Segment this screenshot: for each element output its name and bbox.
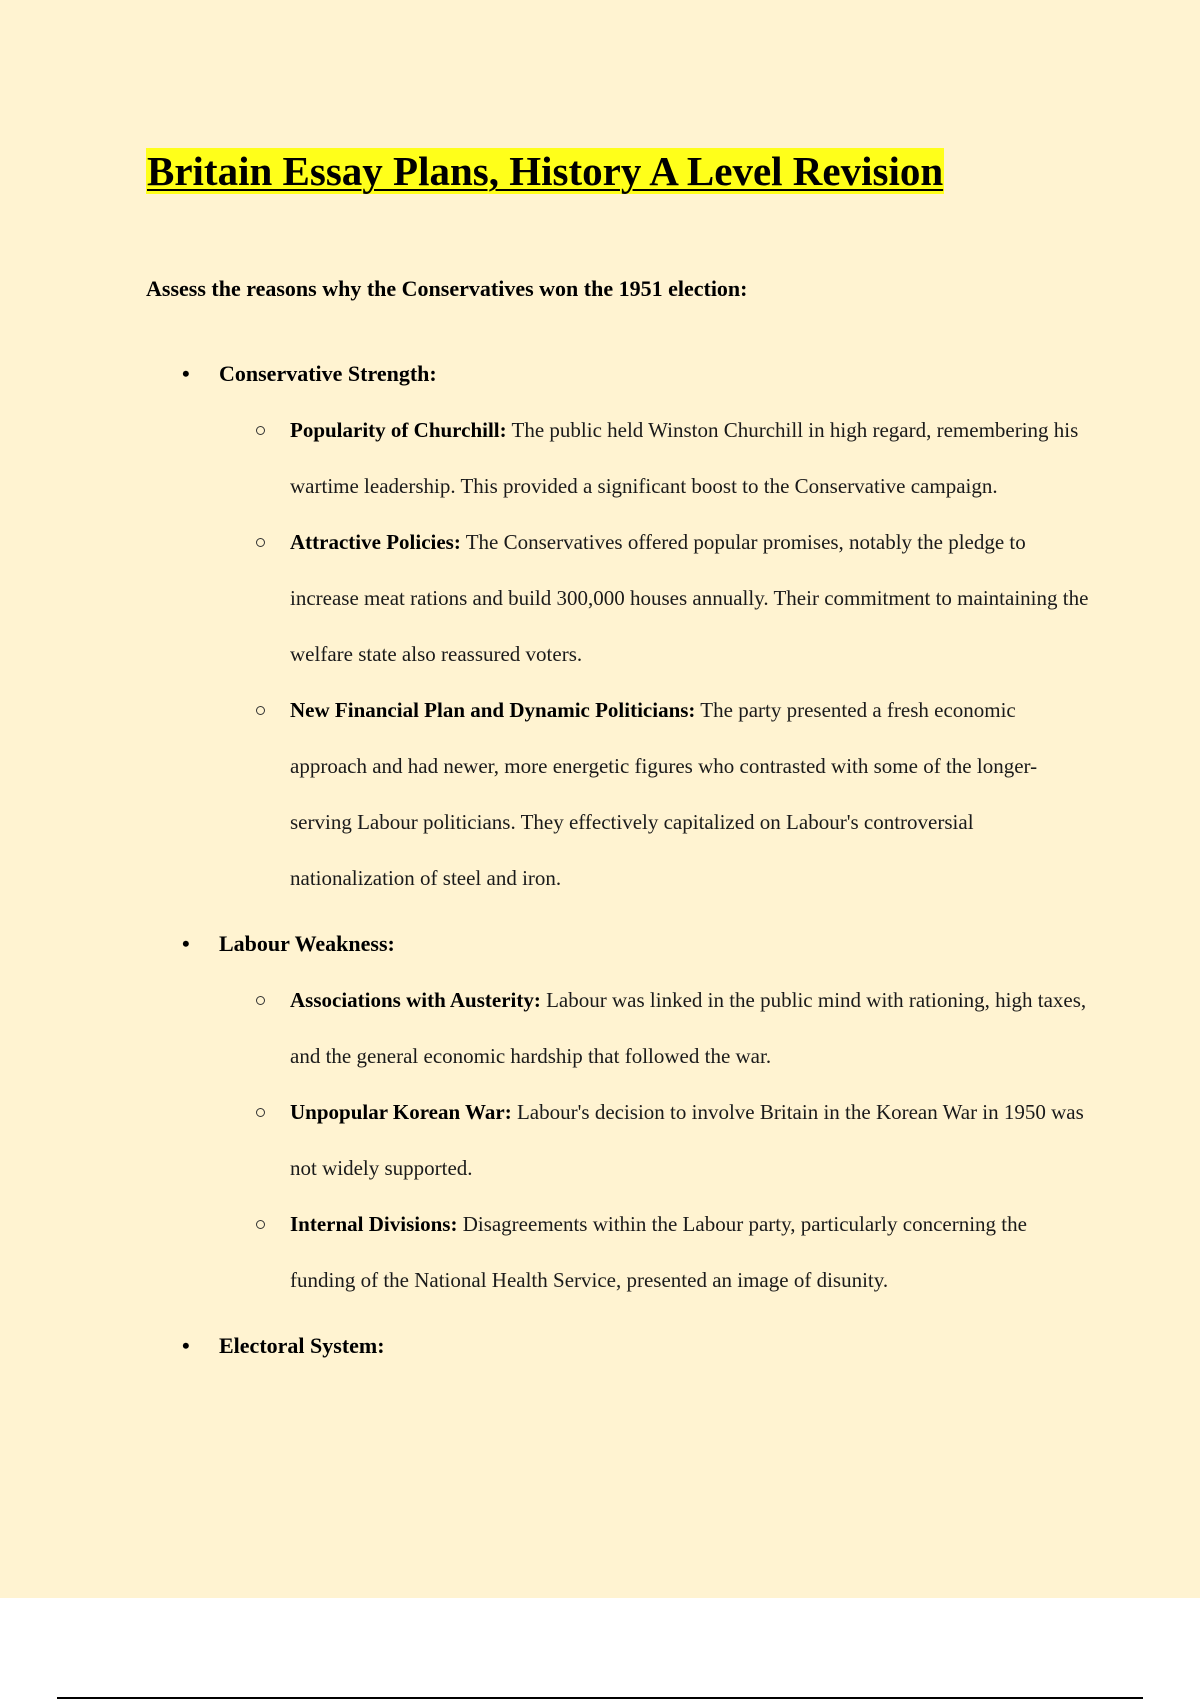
point-label: Attractive Policies: [290, 530, 461, 554]
point-item [146, 682, 1096, 906]
point-label: Associations with Austerity: [290, 988, 541, 1012]
point-text: Disagreements within the Labour party, particularly concerning the funding of the National Health Service, presented an image of disunity. [290, 1212, 1027, 1292]
document-title [146, 146, 944, 196]
bullet-dot-icon: • [182, 361, 190, 386]
point-text: Labour was linked in the public mind with rationing, high taxes, and the general economic hardship that followed the war. [290, 988, 1087, 1068]
section-heading-text: Labour Weakness: [219, 931, 395, 956]
section-conservative-strength [146, 356, 1146, 906]
point-list [146, 972, 1146, 1308]
hollow-circle-bullet-icon [256, 1220, 265, 1229]
point-label: New Financial Plan and Dynamic Politicians: [290, 698, 696, 722]
essay-question: Assess the reasons why the Conservatives won the 1951 election: [146, 276, 748, 301]
point-item [146, 402, 1096, 514]
document-title-text: Britain Essay Plans, History A Level Revision [147, 148, 944, 194]
point-text: The Conservatives offered popular promises, notably the pledge to increase meat rations and build 300,000 houses annually. Their commitment to maintaining the welfare state also reassured voters. [290, 530, 1089, 666]
hollow-circle-bullet-icon [256, 996, 265, 1005]
hollow-circle-bullet-icon [256, 706, 265, 715]
point-text: The party presented a fresh economic approach and had newer, more energetic figures who contrasted with some of the longer-serving Labour politicians. They effectively capitalized on Labour's controversial nationalization of steel and iron. [290, 698, 1038, 890]
point-label: Internal Divisions: [290, 1212, 458, 1236]
hollow-circle-bullet-icon [256, 426, 265, 435]
page-separator-line [57, 1697, 1143, 1699]
point-list [146, 402, 1146, 906]
point-item [146, 514, 1096, 682]
point-item [146, 1084, 1096, 1196]
section-heading-text: Conservative Strength: [219, 361, 437, 386]
hollow-circle-bullet-icon [256, 538, 265, 547]
section-heading [146, 356, 1146, 392]
point-text: The public held Winston Churchill in high regard, remembering his wartime leadership. This provided a significant boost to the Conservative campaign. [290, 418, 1079, 498]
point-item [146, 1196, 1096, 1308]
section-electoral-system [146, 1328, 1146, 1364]
section-heading-text: Electoral System: [219, 1333, 385, 1358]
point-label: Unpopular Korean War: [290, 1100, 512, 1124]
point-text: Labour's decision to involve Britain in the Korean War in 1950 was not widely supported. [290, 1100, 1084, 1180]
section-heading [146, 1328, 1146, 1364]
hollow-circle-bullet-icon [256, 1108, 265, 1117]
bullet-dot-icon: • [182, 931, 190, 956]
point-label: Popularity of Churchill: [290, 418, 507, 442]
essay-plan [146, 356, 1146, 1384]
section-heading [146, 926, 1146, 962]
bullet-dot-icon: • [182, 1333, 190, 1358]
section-labour-weakness [146, 926, 1146, 1308]
point-item [146, 972, 1096, 1084]
